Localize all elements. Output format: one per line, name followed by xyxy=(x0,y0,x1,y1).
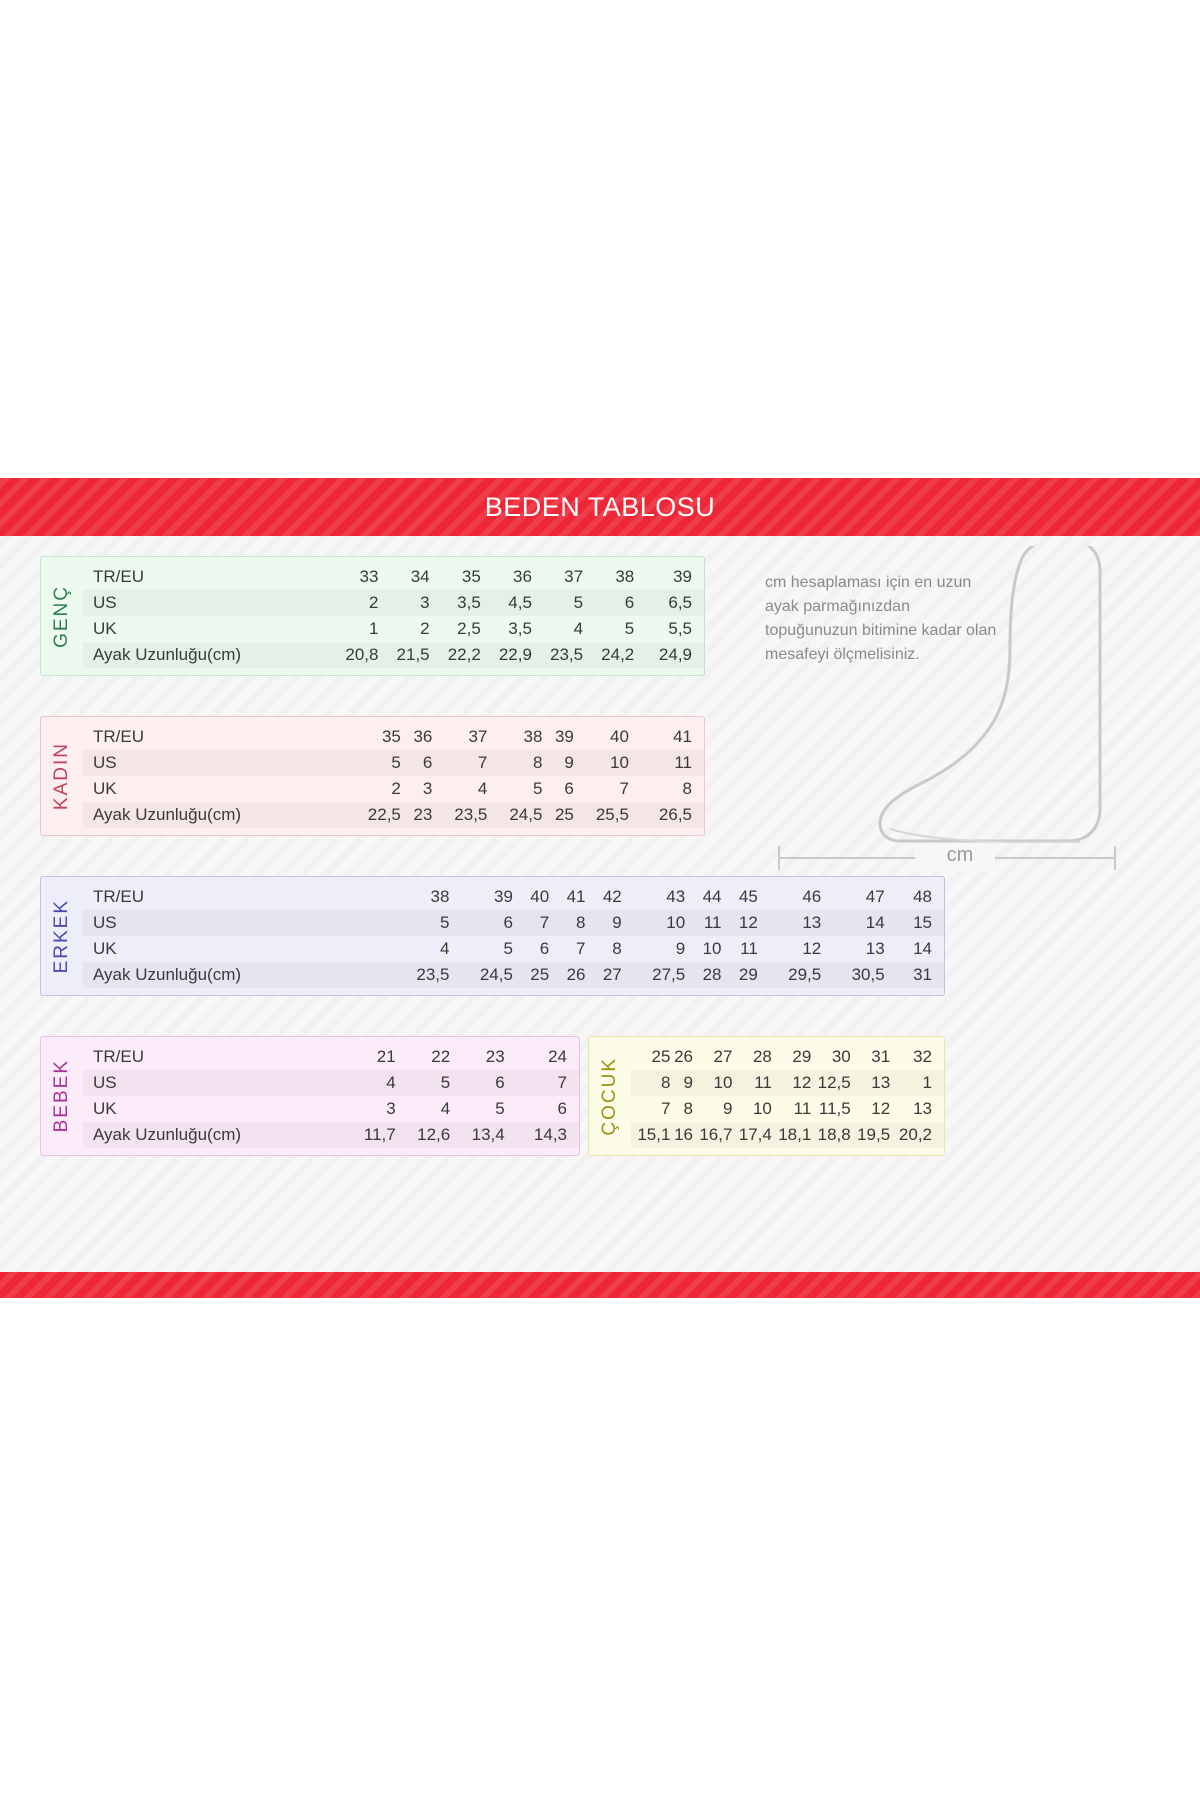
cell: 23 xyxy=(485,1047,505,1066)
cell: 5 xyxy=(440,913,450,932)
cell: 30,5 xyxy=(851,965,885,984)
table-row xyxy=(83,962,944,988)
row-label: UK xyxy=(93,779,117,798)
cell: 25 xyxy=(554,805,574,824)
cell: 20,2 xyxy=(898,1125,932,1144)
table-row xyxy=(631,1070,944,1096)
cell: 9 xyxy=(683,1073,693,1092)
cell: 6 xyxy=(422,753,433,772)
cell: 22,5 xyxy=(367,805,401,824)
cell: 48 xyxy=(913,887,932,906)
cell: 14 xyxy=(865,913,885,932)
table-row xyxy=(83,910,944,936)
page-title: BEDEN TABLOSU xyxy=(484,491,716,522)
cell: 3,5 xyxy=(508,619,532,638)
cell: 17,4 xyxy=(738,1125,772,1144)
cell: 28 xyxy=(752,1047,772,1066)
cell: 23,5 xyxy=(416,965,450,984)
size-block-label-genc xyxy=(41,557,83,675)
cell: 35 xyxy=(381,727,401,746)
cell: 5 xyxy=(495,1099,505,1118)
cell: 33 xyxy=(359,567,379,586)
cell: 39 xyxy=(554,727,574,746)
row-label: US xyxy=(93,753,117,772)
cell: 20,8 xyxy=(345,645,379,664)
row-label: TR/EU xyxy=(93,727,144,746)
cell: 12,5 xyxy=(817,1073,851,1092)
cell: 8 xyxy=(683,1099,693,1118)
cell: 10 xyxy=(666,913,686,932)
table-row xyxy=(83,884,944,910)
table-row xyxy=(83,750,704,776)
cell: 18,1 xyxy=(778,1125,812,1144)
cell: 8 xyxy=(612,939,622,958)
row-label: UK xyxy=(93,1099,117,1118)
table-row xyxy=(83,616,704,642)
cell: 30 xyxy=(831,1047,851,1066)
size-block-erkek xyxy=(40,876,945,996)
cell: 11 xyxy=(674,753,692,772)
cell: 9 xyxy=(722,1099,733,1118)
cell: 11 xyxy=(703,913,722,932)
cell: 29 xyxy=(738,965,758,984)
cell: 22,2 xyxy=(447,645,481,664)
table-row xyxy=(631,1096,944,1122)
cell: 5 xyxy=(440,1073,451,1092)
cell: 13 xyxy=(865,939,885,958)
table-row xyxy=(83,564,704,590)
size-block-genc xyxy=(40,556,705,676)
cell: 4,5 xyxy=(508,593,532,612)
cell: 3 xyxy=(386,1099,396,1118)
size-table-kadin xyxy=(83,717,704,835)
row-label: US xyxy=(93,1073,117,1092)
cell: 45 xyxy=(738,887,758,906)
table-row xyxy=(83,802,704,828)
cell: 10 xyxy=(752,1099,772,1118)
size-block-kadin xyxy=(40,716,705,836)
cell: 35 xyxy=(461,567,481,586)
size-block-label-text: ÇOCUK xyxy=(599,1056,620,1136)
row-label: US xyxy=(93,593,117,612)
cell: 19,5 xyxy=(857,1125,891,1144)
cell: 23,5 xyxy=(454,805,488,824)
measurement-note: cm hesaplaması için en uzun ayak parmağınızdan topuğunuzun bitimine kadar olan mesafeyi ölçmelisiniz. xyxy=(765,574,997,663)
cell: 7 xyxy=(660,1099,671,1118)
row-label: US xyxy=(93,913,117,932)
table-row xyxy=(83,1096,579,1122)
cell: 40 xyxy=(530,887,550,906)
cell: 4 xyxy=(573,619,584,638)
table-row xyxy=(83,936,944,962)
cell: 7 xyxy=(619,779,629,798)
cell: 4 xyxy=(386,1073,396,1092)
cell: 23,5 xyxy=(550,645,584,664)
cell: 31 xyxy=(871,1047,891,1066)
table-row xyxy=(83,1044,579,1070)
cell: 13 xyxy=(802,913,822,932)
size-block-label-bebek xyxy=(41,1037,83,1155)
cell: 10 xyxy=(713,1073,733,1092)
cell: 18,8 xyxy=(817,1125,851,1144)
cell: 6,5 xyxy=(668,593,692,612)
cell: 3 xyxy=(422,779,433,798)
cell: 43 xyxy=(666,887,686,906)
cell: 6 xyxy=(539,939,550,958)
cell: 26,5 xyxy=(658,805,692,824)
cell: 38 xyxy=(430,887,450,906)
cell: 39 xyxy=(673,567,692,586)
cell: 21,5 xyxy=(396,645,430,664)
chart-body xyxy=(0,536,1200,1272)
cell: 5 xyxy=(624,619,635,638)
size-table-cocuk xyxy=(631,1037,944,1155)
cell: 2 xyxy=(420,619,430,638)
cell: 8 xyxy=(576,913,586,932)
cell: 4 xyxy=(440,1099,451,1118)
table-row xyxy=(83,1122,579,1148)
cell: 15,1 xyxy=(637,1125,671,1144)
cell: 1 xyxy=(369,619,379,638)
cell: 12 xyxy=(738,913,758,932)
cell: 1 xyxy=(922,1073,932,1092)
size-block-label-cocuk xyxy=(589,1037,631,1155)
cell: 2,5 xyxy=(457,619,481,638)
cell: 6 xyxy=(564,779,574,798)
cell: 8 xyxy=(660,1073,671,1092)
cell: 2 xyxy=(369,593,379,612)
cell: 41 xyxy=(566,887,586,906)
cell: 16,7 xyxy=(699,1125,733,1144)
table-row xyxy=(83,724,704,750)
cell: 9 xyxy=(612,913,622,932)
cell: 37 xyxy=(468,727,488,746)
header-bar xyxy=(0,478,1200,536)
cell: 24,9 xyxy=(658,645,692,664)
cell: 11,5 xyxy=(818,1099,851,1118)
cell: 4 xyxy=(440,939,450,958)
cell: 14,3 xyxy=(533,1125,567,1144)
row-label: Ayak Uzunluğu(cm) xyxy=(93,965,242,984)
cell: 34 xyxy=(410,567,430,586)
cell: 24 xyxy=(548,1047,567,1066)
cell: 46 xyxy=(802,887,822,906)
cm-label: cm xyxy=(946,844,974,866)
cell: 5 xyxy=(503,939,513,958)
cell: 42 xyxy=(602,887,622,906)
cell: 25,5 xyxy=(595,805,629,824)
cell: 38 xyxy=(523,727,543,746)
cell: 12 xyxy=(802,939,822,958)
cell: 31 xyxy=(913,965,932,984)
cell: 24,5 xyxy=(509,805,543,824)
cell: 27,5 xyxy=(652,965,686,984)
cell: 25 xyxy=(530,965,550,984)
row-label: TR/EU xyxy=(93,567,144,586)
cell: 29 xyxy=(792,1047,812,1066)
cell: 28 xyxy=(702,965,722,984)
cell: 12,6 xyxy=(417,1125,451,1144)
cell: 29,5 xyxy=(788,965,822,984)
cell: 44 xyxy=(702,887,722,906)
cell: 6 xyxy=(624,593,635,612)
table-row xyxy=(631,1122,944,1148)
cell: 10 xyxy=(702,939,722,958)
size-block-label-text: GENÇ xyxy=(51,584,72,648)
cell: 11 xyxy=(793,1099,812,1118)
row-label: Ayak Uzunluğu(cm) xyxy=(93,805,242,824)
cell: 8 xyxy=(682,779,692,798)
cell: 23 xyxy=(413,805,433,824)
size-table-genc xyxy=(83,557,704,675)
size-table-erkek xyxy=(83,877,944,995)
cell: 7 xyxy=(557,1073,567,1092)
cell: 13 xyxy=(871,1073,891,1092)
cell: 40 xyxy=(610,727,629,746)
cell: 12 xyxy=(792,1073,812,1092)
cell: 2 xyxy=(391,779,401,798)
cell: 3 xyxy=(420,593,430,612)
row-label: UK xyxy=(93,939,117,958)
cell: 26 xyxy=(566,965,586,984)
cell: 8 xyxy=(532,753,543,772)
size-chart-card xyxy=(0,478,1200,1298)
cell: 12 xyxy=(871,1099,891,1118)
footer-bar xyxy=(0,1272,1200,1298)
cell: 3,5 xyxy=(457,593,481,612)
cell: 38 xyxy=(615,567,635,586)
table-row xyxy=(631,1044,944,1070)
cell: 36 xyxy=(413,727,433,746)
cell: 21 xyxy=(376,1047,396,1066)
row-label: UK xyxy=(93,619,117,638)
size-block-cocuk xyxy=(588,1036,945,1156)
cell: 6 xyxy=(557,1099,567,1118)
row-label: TR/EU xyxy=(93,887,144,906)
cell: 41 xyxy=(673,727,692,746)
row-label: TR/EU xyxy=(93,1047,144,1066)
cell: 4 xyxy=(477,779,488,798)
cell: 24,5 xyxy=(479,965,513,984)
cell: 13,4 xyxy=(471,1125,505,1144)
cell: 5 xyxy=(391,753,401,772)
size-block-label-erkek xyxy=(41,877,83,995)
cell: 9 xyxy=(675,939,686,958)
cell: 15 xyxy=(913,913,932,932)
cell: 32 xyxy=(913,1047,932,1066)
cell: 7 xyxy=(576,939,586,958)
table-row xyxy=(83,1070,579,1096)
cell: 11 xyxy=(754,1073,772,1092)
row-label: Ayak Uzunluğu(cm) xyxy=(93,1125,242,1144)
size-block-label-kadin xyxy=(41,717,83,835)
table-row xyxy=(83,776,704,802)
cell: 27 xyxy=(713,1047,733,1066)
size-block-bebek xyxy=(40,1036,580,1156)
cell: 36 xyxy=(513,567,532,586)
cell: 37 xyxy=(564,567,584,586)
cell: 16 xyxy=(674,1125,693,1144)
size-block-label-text: BEBEK xyxy=(51,1059,72,1133)
cell: 25 xyxy=(651,1047,671,1066)
cell: 22,9 xyxy=(498,645,532,664)
cell: 5,5 xyxy=(668,619,692,638)
cell: 5 xyxy=(573,593,584,612)
cell: 27 xyxy=(602,965,622,984)
cell: 10 xyxy=(610,753,629,772)
cell: 5 xyxy=(532,779,543,798)
cell: 39 xyxy=(494,887,513,906)
cell: 24,2 xyxy=(601,645,635,664)
table-row xyxy=(83,590,704,616)
cell: 9 xyxy=(564,753,574,772)
cell: 14 xyxy=(913,939,932,958)
row-label: Ayak Uzunluğu(cm) xyxy=(93,645,242,664)
cell: 26 xyxy=(674,1047,693,1066)
cell: 6 xyxy=(503,913,513,932)
size-table-bebek xyxy=(83,1037,579,1155)
cell: 22 xyxy=(431,1047,451,1066)
cell: 47 xyxy=(865,887,885,906)
cell: 7 xyxy=(477,753,488,772)
cell: 11 xyxy=(740,939,758,958)
cell: 6 xyxy=(495,1073,505,1092)
cell: 11,7 xyxy=(363,1125,396,1144)
cell: 7 xyxy=(539,913,550,932)
cell: 13 xyxy=(913,1099,932,1118)
size-block-label-text: KADIN xyxy=(51,741,72,811)
size-block-label-text: ERKEK xyxy=(51,898,72,974)
table-row xyxy=(83,642,704,668)
